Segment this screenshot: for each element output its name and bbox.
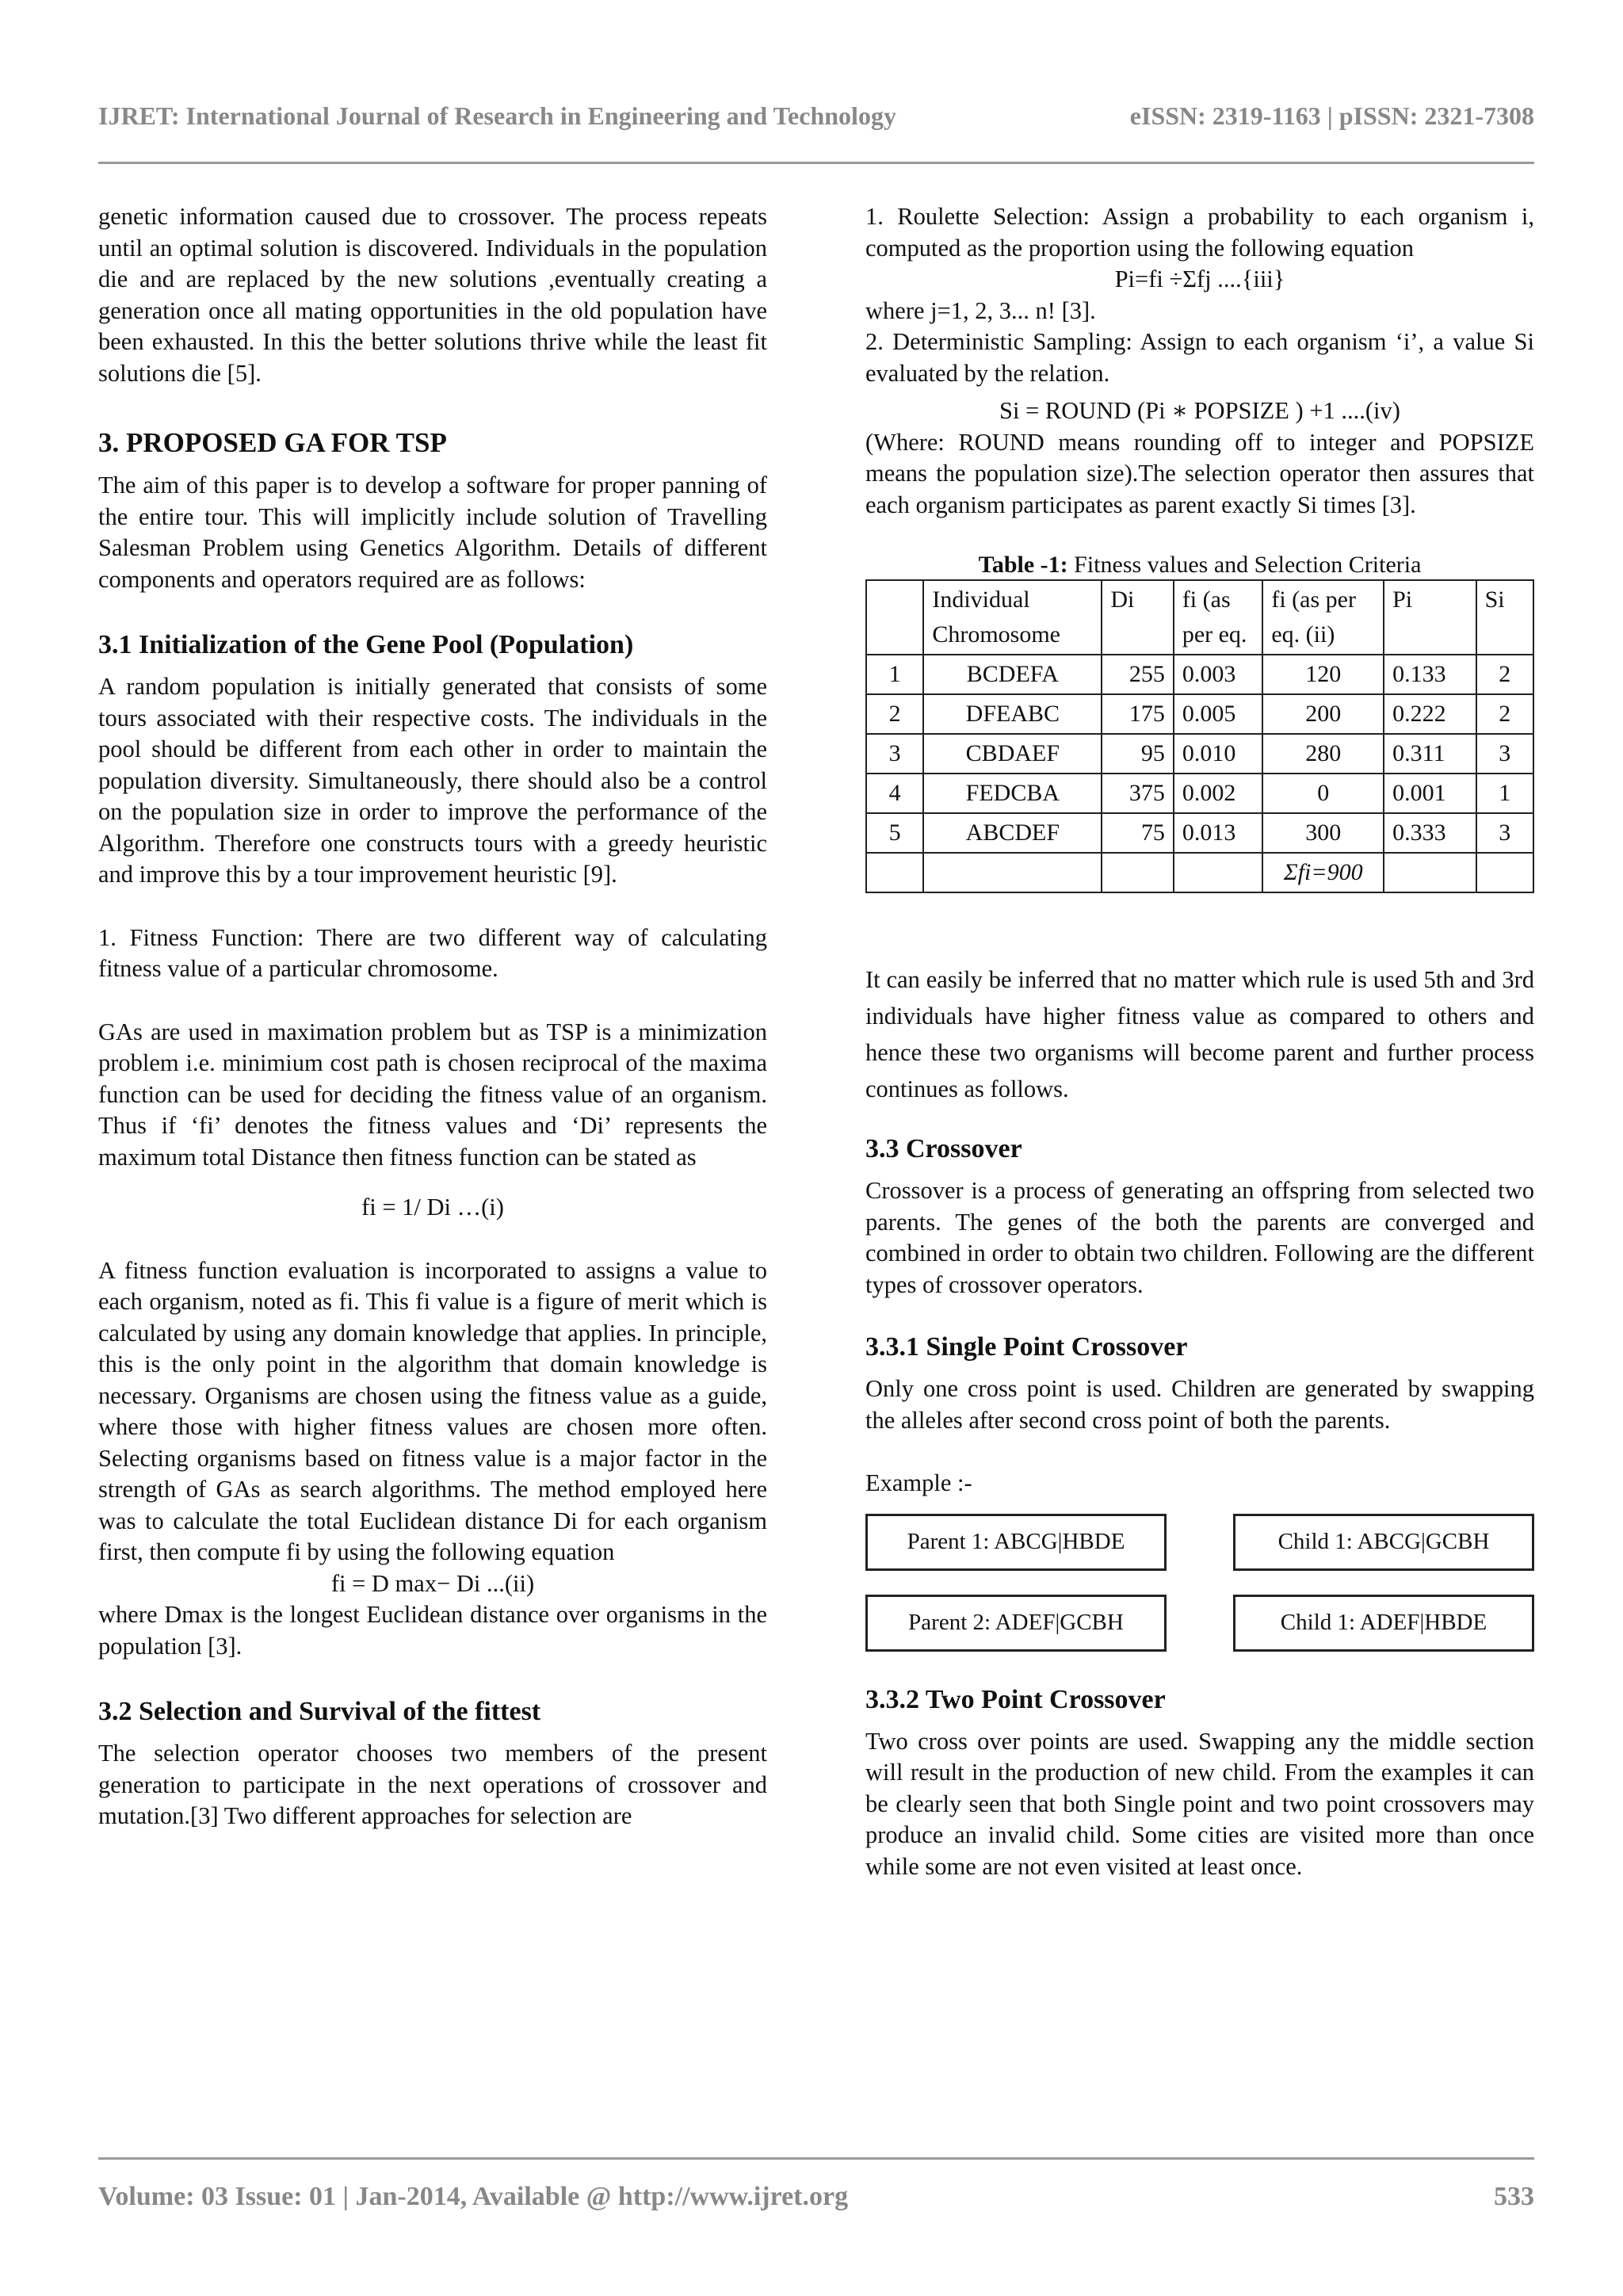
page-number: 533: [1494, 2182, 1534, 2211]
section-heading: 3. PROPOSED GA FOR TSP: [98, 427, 447, 458]
header-divider: [98, 162, 1534, 164]
table-cell: 0.003: [1174, 655, 1263, 694]
header-cell: [866, 580, 923, 655]
child1-box: Child 1: ABCG|GCBH: [1233, 1514, 1534, 1571]
paragraph: The aim of this paper is to develop a software for proper panning of the entire tour. This will implicitly include solution of Travelling Salesman Problem using Genetics Algorithm. Details of different components and operators required are as follows:: [98, 472, 767, 593]
paragraph: A random population is initially generated that consists of some tours associated with their respective costs. The individuals in the pool should be different from each other in order to maintain the population diversity. Simultaneously, there should also be a control on the population size in order to improve the performance of the Algorithm. Therefore one constructs tours with a greedy heuristic and improve this by a tour improvement heuristic [9].: [98, 673, 767, 888]
paragraph: where Dmax is the longest Euclidean distance over organisms in the population [3].: [98, 1601, 767, 1660]
table-cell: CBDAEF: [923, 734, 1102, 774]
header-cell: fi (as per eq. (ii): [1262, 580, 1384, 655]
table-row: [866, 655, 1533, 694]
table-cell: 120: [1262, 655, 1384, 694]
table-cell: 0.333: [1384, 813, 1476, 853]
table-cell: BCDEFA: [923, 655, 1102, 694]
parent2-box: Parent 2: ADEF|GCBH: [865, 1595, 1167, 1652]
subsection-heading: 3.3.1 Single Point Crossover: [865, 1332, 1188, 1362]
parent1-box: Parent 1: ABCG|HBDE: [865, 1514, 1167, 1571]
fitness-table: [865, 579, 1534, 893]
table-row: [866, 774, 1533, 813]
table-cell: 2: [1476, 655, 1533, 694]
paragraph: Two cross over points are used. Swapping any the middle section will result in the production of new child. From the examples it can be clearly seen that both Single point and two point crossovers may produce an invalid child. Some cities are visited more than once while some are not even visited at least once.: [865, 1727, 1534, 1880]
table-cell: 4: [866, 774, 923, 813]
table-cell: 0.002: [1174, 774, 1263, 813]
table-cell: 0.133: [1384, 655, 1476, 694]
table-cell: 255: [1102, 655, 1173, 694]
table-cell: 5: [866, 813, 923, 853]
subsection-heading: 3.1 Initialization of the Gene Pool (Population): [98, 630, 634, 659]
table-cell: 0.010: [1174, 734, 1263, 774]
header-cell: fi (as per eq.: [1174, 580, 1263, 655]
crossover-example: [865, 1514, 1534, 1664]
equation: fi = 1/ Di …(i): [361, 1194, 504, 1221]
header-cell: Si: [1476, 580, 1533, 655]
header-cell: Di: [1102, 580, 1173, 655]
paragraph: (Where: ROUND means rounding off to integer and POPSIZE means the population size).The selection operator then assures that each organism participates as parent exactly Si times [3].: [865, 428, 1534, 518]
table-cell: 95: [1102, 734, 1173, 774]
total-cell: Σfi=900: [1262, 853, 1384, 892]
table-caption: [865, 551, 1534, 579]
table-cell: 175: [1102, 694, 1173, 734]
table-cell: 0: [1262, 774, 1384, 813]
paragraph: 1. Roulette Selection: Assign a probability to each organism i, computed as the proportion using the following equation: [865, 203, 1534, 262]
table-row: [866, 694, 1533, 734]
paragraph: Crossover is a process of generating an offspring from selected two parents. The genes of the both the parents are converged and combined in order to obtain two children. Following are the different types of crossover operators.: [865, 1177, 1534, 1298]
page-footer: [98, 2178, 1534, 2216]
header-cell: Individual Chromosome: [923, 580, 1102, 655]
paragraph: It can easily be inferred that no matter which rule is used 5th and 3rd individuals have higher fitness value as compared to others and hence these two organisms will become parent and further process continues as follows.: [865, 966, 1534, 1102]
table-row: [866, 813, 1533, 853]
table-cell: 3: [866, 734, 923, 774]
table-cell: 280: [1262, 734, 1384, 774]
paragraph: Only one cross point is used. Children are generated by swapping the alleles after second cross point of both the parents.: [865, 1375, 1534, 1434]
table-cell: 1: [866, 655, 923, 694]
table-row: [866, 734, 1533, 774]
paragraph: where j=1, 2, 3... n! [3].: [865, 296, 1096, 324]
example-label: Example :-: [865, 1469, 972, 1496]
page-header: [98, 97, 1534, 135]
table-cell: 0.001: [1384, 774, 1476, 813]
table-cell: 3: [1476, 734, 1533, 774]
table-cell: [1476, 853, 1533, 892]
equation: Si = ROUND (Pi ∗ POPSIZE ) +1 ....(iv): [999, 397, 1400, 424]
table-cell: [1384, 853, 1476, 892]
table-total-row: [866, 853, 1533, 892]
right-column: [865, 201, 1534, 1882]
table-cell: [923, 853, 1102, 892]
paragraph: genetic information caused due to crossover. The process repeats until an optimal solution is discovered. Individuals in the population die and are replaced by the new solutions ,eventually creating a generation once all mating opportunities in the old population have been exhausted. In this the better solutions thrive while the least fit solutions die [5].: [98, 203, 767, 387]
table-cell: DFEABC: [923, 694, 1102, 734]
paragraph: 1. Fitness Function: There are two different way of calculating fitness value of a particular chromosome.: [98, 923, 767, 982]
table-cell: [1174, 853, 1263, 892]
left-column: [98, 201, 767, 1832]
table-cell: [1102, 853, 1173, 892]
equation: Pi=fi ÷Σfj ....{iii}: [1114, 266, 1285, 292]
table-cell: 3: [1476, 813, 1533, 853]
table-cell: 2: [1476, 694, 1533, 734]
volume-info: Volume: 03 Issue: 01 | Jan-2014, Available @ http://www.ijret.org: [98, 2182, 849, 2211]
table-cell: 2: [866, 694, 923, 734]
header-cell: Pi: [1384, 580, 1476, 655]
paragraph: The selection operator chooses two members of the present generation to participate in the next operations of crossover and mutation.[3] Two different approaches for selection are: [98, 1740, 767, 1829]
table-cell: 1: [1476, 774, 1533, 813]
equation: fi = D max− Di ...(ii): [330, 1569, 535, 1597]
issn: eISSN: 2319-1163 | pISSN: 2321-7308: [1129, 101, 1534, 130]
table-cell: 0.005: [1174, 694, 1263, 734]
table-caption-label: Table -1:: [978, 552, 1068, 578]
table-cell: 75: [1102, 813, 1173, 853]
table-cell: ABCDEF: [923, 813, 1102, 853]
table-header-row: [866, 580, 1533, 655]
table-cell: 0.222: [1384, 694, 1476, 734]
table-caption-text: Fitness values and Selection Criteria: [1067, 552, 1422, 578]
paragraph: 2. Deterministic Sampling: Assign to each organism ‘i’, a value Si evaluated by the relation.: [865, 328, 1534, 387]
paragraph: GAs are used in maximation problem but as TSP is a minimization problem i.e. minimium cost path is chosen reciprocal of the maxima function can be used for deciding the fitness value of an organism. Thus if ‘fi’ denotes the fitness values and ‘Di’ represents the maximum total Distance then fitness function can be stated as: [98, 1018, 767, 1171]
subsection-heading: 3.2 Selection and Survival of the fittest: [98, 1697, 541, 1726]
journal-name: IJRET: International Journal of Research in Engineering and Technology: [98, 101, 896, 130]
table-cell: [866, 853, 923, 892]
subsection-heading: 3.3 Crossover: [865, 1134, 1022, 1163]
child2-box: Child 1: ADEF|HBDE: [1233, 1595, 1534, 1652]
paragraph: A fitness function evaluation is incorporated to assigns a value to each organism, noted as fi. This fi value is a figure of merit which is calculated by using any domain knowledge that applies. In principle, this is the only point in the algorithm that domain knowledge is necessary. Organisms are chosen using the fitness value as a guide, where those with higher fitness values are chosen more often. Selecting organisms based on fitness value is a major factor in the strength of GAs as search algorithms. The method employed here was to calculate the total Euclidean distance Di for each organism first, then compute fi by using the following equation: [98, 1256, 767, 1565]
footer-divider: [98, 2157, 1534, 2160]
table-cell: 375: [1102, 774, 1173, 813]
table-cell: 300: [1262, 813, 1384, 853]
subsection-heading: 3.3.2 Two Point Crossover: [865, 1684, 1166, 1714]
table-cell: 0.311: [1384, 734, 1476, 774]
table-cell: 200: [1262, 694, 1384, 734]
table-cell: FEDCBA: [923, 774, 1102, 813]
table-cell: 0.013: [1174, 813, 1263, 853]
